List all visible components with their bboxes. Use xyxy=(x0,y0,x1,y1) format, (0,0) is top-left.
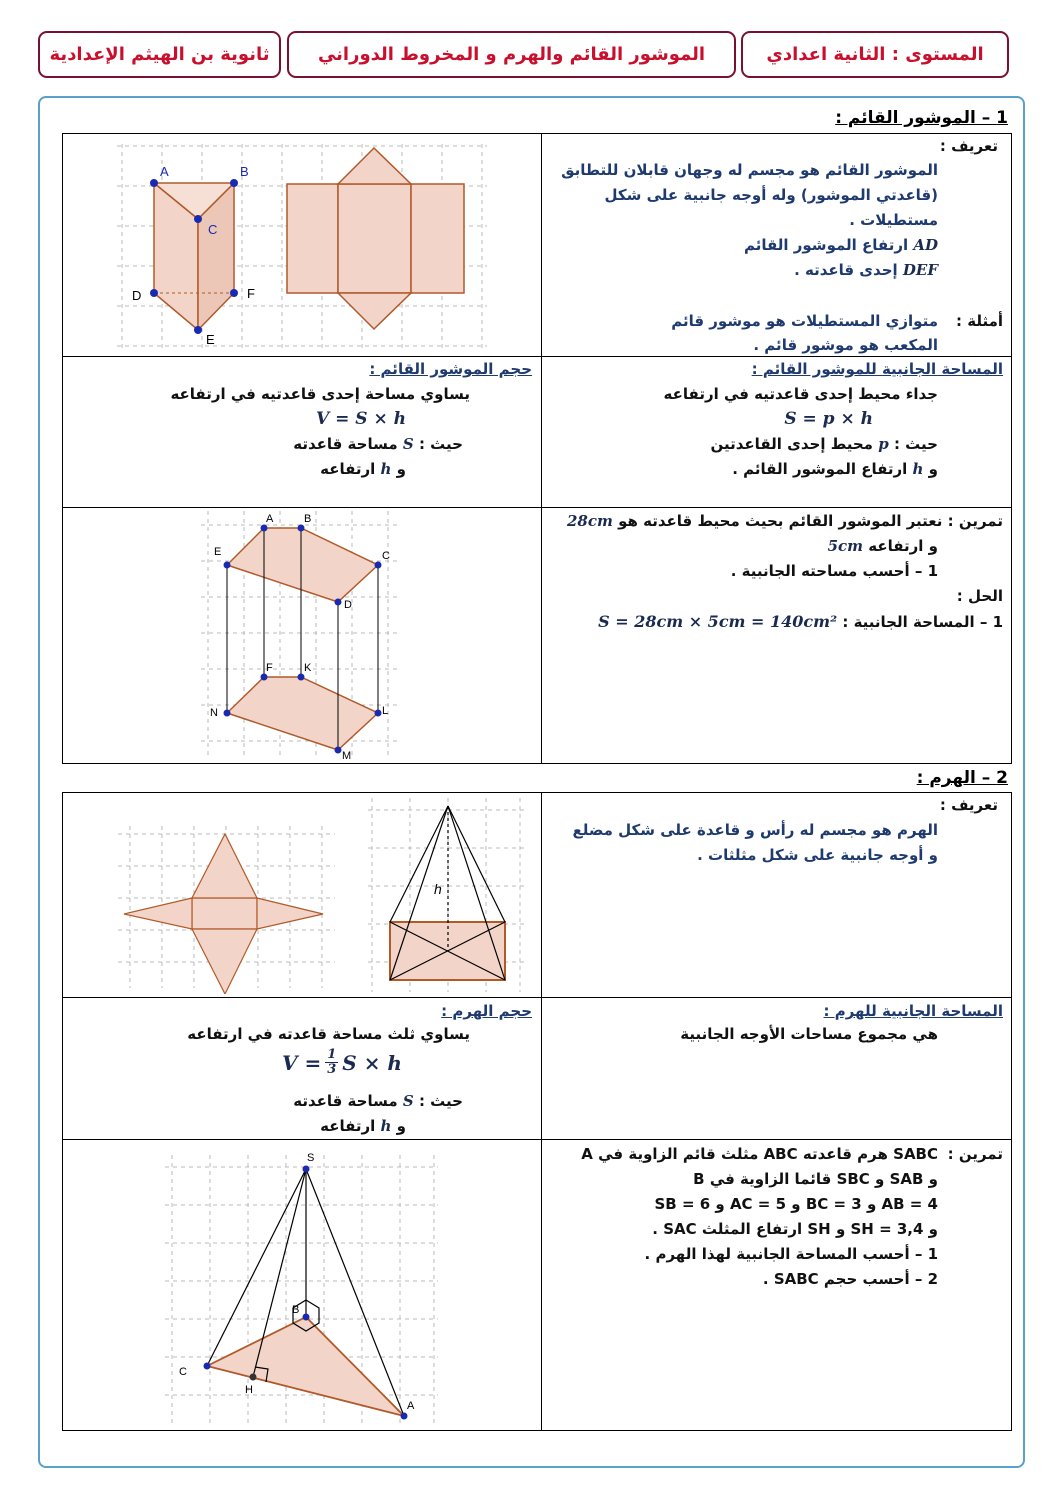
prism-example-2: المكعب هو موشور قائم . xyxy=(753,336,938,354)
prism-solution-text: 1 – المساحة الجانبية : xyxy=(842,613,1003,631)
prism-lateral-p-text: محيط إحدى القاعدتين xyxy=(710,435,873,453)
pyramid-volume-s-math: S xyxy=(402,1092,414,1110)
prism-volume-formula: V = S × h xyxy=(316,409,406,429)
prism-volume-where: حيث : xyxy=(418,435,463,453)
pyramid-net-left xyxy=(124,898,192,929)
pyramid-exercise-line-4: و SH = 3,4 و SH ارتفاع المثلث SAC . xyxy=(652,1220,938,1238)
prism-exercise-text-1: نعتبر الموشور القائم بحيث محيط قاعدته هو xyxy=(618,512,943,530)
prism1-label-B: B xyxy=(240,164,249,179)
pyramid-volume-s-line xyxy=(293,1089,463,1114)
prism-lateral-h-math: h xyxy=(912,460,924,478)
prism-exercise-label: تمرين : xyxy=(947,512,1003,530)
pyramid-frac-num: 1 xyxy=(327,1047,337,1062)
pyramid-row-line-1 xyxy=(62,997,1012,998)
pyramid-exercise-q2: 2 – أحسب حجم SABC . xyxy=(762,1270,938,1288)
pyramid-def-line-1: الهرم هو مجسم له رأس و قاعدة على شكل مضلع xyxy=(572,821,938,839)
prism-exercise-text-2: و ارتفاعه xyxy=(868,537,938,555)
prism-base-line xyxy=(794,258,938,283)
prism-lateral-where: حيث : xyxy=(893,435,938,453)
lesson-title: الموشور القائم والهرم و المخروط الدوراني xyxy=(317,44,706,65)
prism-exercise-val-2: 5cm xyxy=(827,537,864,555)
prism-volume-s-text: مساحة قاعدته xyxy=(293,435,398,453)
pyramid-volume-title: حجم الهرم : xyxy=(441,1002,532,1020)
pyramid-volume-formula xyxy=(282,1048,402,1077)
prism2-label-L: L xyxy=(382,705,389,717)
prism-def-line-3: مستطيلات . xyxy=(849,211,938,229)
pyramid-ex-label-S: S xyxy=(307,1152,315,1164)
pyramid-def-line-2: و أوجه جانبية على شكل مثلثات . xyxy=(697,846,938,864)
prism2-label-A: A xyxy=(266,513,274,525)
pyramid-exercise-line-3: AB = 4 و BC = 3 و AC = 5 و SB = 6 xyxy=(654,1195,938,1213)
prism-base-math: DEF xyxy=(902,261,938,279)
prism-lateral-p-math: p xyxy=(878,435,889,453)
net-rect-1 xyxy=(287,184,338,293)
prism-section-title: 1 – الموشور القائم : xyxy=(835,108,1008,128)
prism-lateral-title: المساحة الجانبية للموشور القائم : xyxy=(751,360,1003,378)
prism-height-line xyxy=(744,233,938,258)
pyramid-volume-h-line xyxy=(320,1114,406,1139)
prism-solution-label: الحل : xyxy=(956,587,1003,605)
prism-volume-h-prefix: و xyxy=(396,460,406,478)
prism2-label-C: C xyxy=(382,550,390,562)
prism-lateral-p-line xyxy=(711,432,938,457)
pyramid-volume-h-math: h xyxy=(380,1117,392,1135)
prism-lateral-h-line xyxy=(732,457,938,482)
prism-table-divider xyxy=(541,133,542,764)
pyramid-volume-h-text: ارتفاعه xyxy=(320,1117,376,1135)
pyramid-exercise-line-2: و SAB و SBC قائما الزاوية في B xyxy=(693,1170,938,1188)
pyramid-ex-label-H: H xyxy=(245,1384,253,1396)
prism-height-text: ارتفاع الموشور القائم xyxy=(743,236,909,254)
prism-solution-formula: S = 28cm × 5cm = 140cm² xyxy=(598,612,838,631)
pyramid-volume-where: حيث : xyxy=(418,1092,463,1110)
prism1-label-A: A xyxy=(160,164,169,179)
prism-volume-h-math: h xyxy=(380,460,392,478)
pyramid-row-line-2 xyxy=(62,1139,1012,1140)
pyramid-volume-text: يساوي ثلث مساحة قاعدته في ارتفاعه xyxy=(187,1025,470,1043)
pyramid-lateral-title: المساحة الجانبية للهرم : xyxy=(823,1002,1003,1020)
net-rect-3 xyxy=(411,184,464,293)
prism2-label-F: F xyxy=(266,662,273,674)
prism-height-math: AD xyxy=(913,236,938,254)
title-box xyxy=(287,31,736,78)
prism-solution-line xyxy=(598,609,1003,635)
pyramid-volume-lhs: V = xyxy=(282,1050,322,1075)
prism-exercise-line-2 xyxy=(828,534,938,559)
prism-lateral-text: جداء محيط إحدى قاعدتيه في ارتفاعه xyxy=(663,385,938,403)
prism-def-line-1: الموشور القائم هو مجسم له وجهان قابلان للتطابق xyxy=(561,161,938,179)
pyramid-exercise-figure xyxy=(160,1145,440,1427)
pyramid-h-label: h xyxy=(434,881,442,897)
pyramid-ex-label-A: A xyxy=(407,1400,415,1412)
prism-example-1: متوازي المستطيلات هو موشور قائم xyxy=(671,312,938,330)
prism2-label-K: K xyxy=(304,662,312,674)
pyramid-frac-den: 3 xyxy=(327,1062,337,1077)
pyramid-exercise-q1: 1 – أحسب المساحة الجانبية لهذا الهرم . xyxy=(644,1245,938,1263)
school-name: ثانوية بن الهيثم الإعدادية xyxy=(49,44,270,65)
prism1-label-C: C xyxy=(208,222,218,237)
prism2-label-M: M xyxy=(342,750,352,761)
prism-def-label: تعريف : xyxy=(939,137,998,155)
prism-examples-label: أمثلة : xyxy=(956,312,1003,330)
prism2-label-D: D xyxy=(344,599,352,611)
pyramid-volume-s-text: مساحة قاعدته xyxy=(293,1092,398,1110)
pyramid-ex-label-B: B xyxy=(292,1304,300,1316)
prism2-label-N: N xyxy=(210,707,218,719)
prism1-label-D: D xyxy=(132,288,142,303)
pyramid-ex-base xyxy=(207,1317,404,1416)
pyramid-section-title: 2 – الهرم : xyxy=(916,768,1008,788)
pyramid-volume-rhs: S × h xyxy=(342,1050,402,1075)
level-box xyxy=(741,31,1009,78)
prism-lateral-formula: S = p × h xyxy=(784,409,873,429)
pyramid-exercise-line-1: SABC هرم قاعدته ABC مثلث قائم الزاوية في A xyxy=(581,1145,938,1163)
prism-lateral-h-text: ارتفاع الموشور القائم . xyxy=(732,460,908,478)
prism-figure-1 xyxy=(112,136,492,352)
prism-lateral-h-prefix: و xyxy=(928,460,938,478)
pyramid-volume-fraction xyxy=(325,1048,338,1077)
prism-row-line-2 xyxy=(62,507,1012,508)
prism1-label-E: E xyxy=(206,332,215,347)
prism2-label-E: E xyxy=(214,546,222,558)
pyramid-net-base xyxy=(192,898,257,929)
pyramid-ex-label-C: C xyxy=(179,1366,187,1378)
prism-volume-h-text: ارتفاعه xyxy=(320,460,376,478)
prism-exercise-val-1: 28cm xyxy=(567,512,613,530)
prism-volume-s-math: S xyxy=(402,435,414,453)
prism-base-text: إحدى قاعدته . xyxy=(794,261,898,279)
net-rect-2 xyxy=(338,184,411,293)
pyramid-figures xyxy=(110,796,530,994)
pyramid-lateral-text: هي مجموع مساحات الأوجه الجانبية xyxy=(680,1025,938,1043)
prism-exercise-line-1 xyxy=(567,509,1003,534)
prism-figure-2 xyxy=(196,509,406,761)
pyramid-table-divider xyxy=(541,792,542,1431)
prism-volume-text: يساوي مساحة إحدى قاعدتيه في ارتفاعه xyxy=(170,385,470,403)
pyramid-def-label: تعريف : xyxy=(939,796,998,814)
prism2-bottom-base xyxy=(227,677,378,750)
level-text: المستوى : الثانية اعدادي xyxy=(766,44,984,65)
net-triangle-top xyxy=(338,148,411,184)
prism-exercise-q1: 1 – أحسب مساحته الجانبية . xyxy=(730,562,938,580)
prism2-label-B: B xyxy=(304,513,312,525)
school-box xyxy=(38,31,281,78)
prism-volume-s-line xyxy=(293,432,463,457)
prism1-label-F: F xyxy=(247,286,255,301)
prism-volume-title: حجم الموشور القائم : xyxy=(369,360,532,378)
prism2-top-base xyxy=(227,528,378,602)
prism-volume-h-line xyxy=(320,457,406,482)
prism-def-line-2: (قاعدتي الموشور) وله أوجه جانبية على شكل xyxy=(604,186,938,204)
net-triangle-bottom xyxy=(338,293,411,329)
pyramid-exercise-label: تمرين : xyxy=(947,1145,1003,1163)
pyramid-volume-h-prefix: و xyxy=(396,1117,406,1135)
